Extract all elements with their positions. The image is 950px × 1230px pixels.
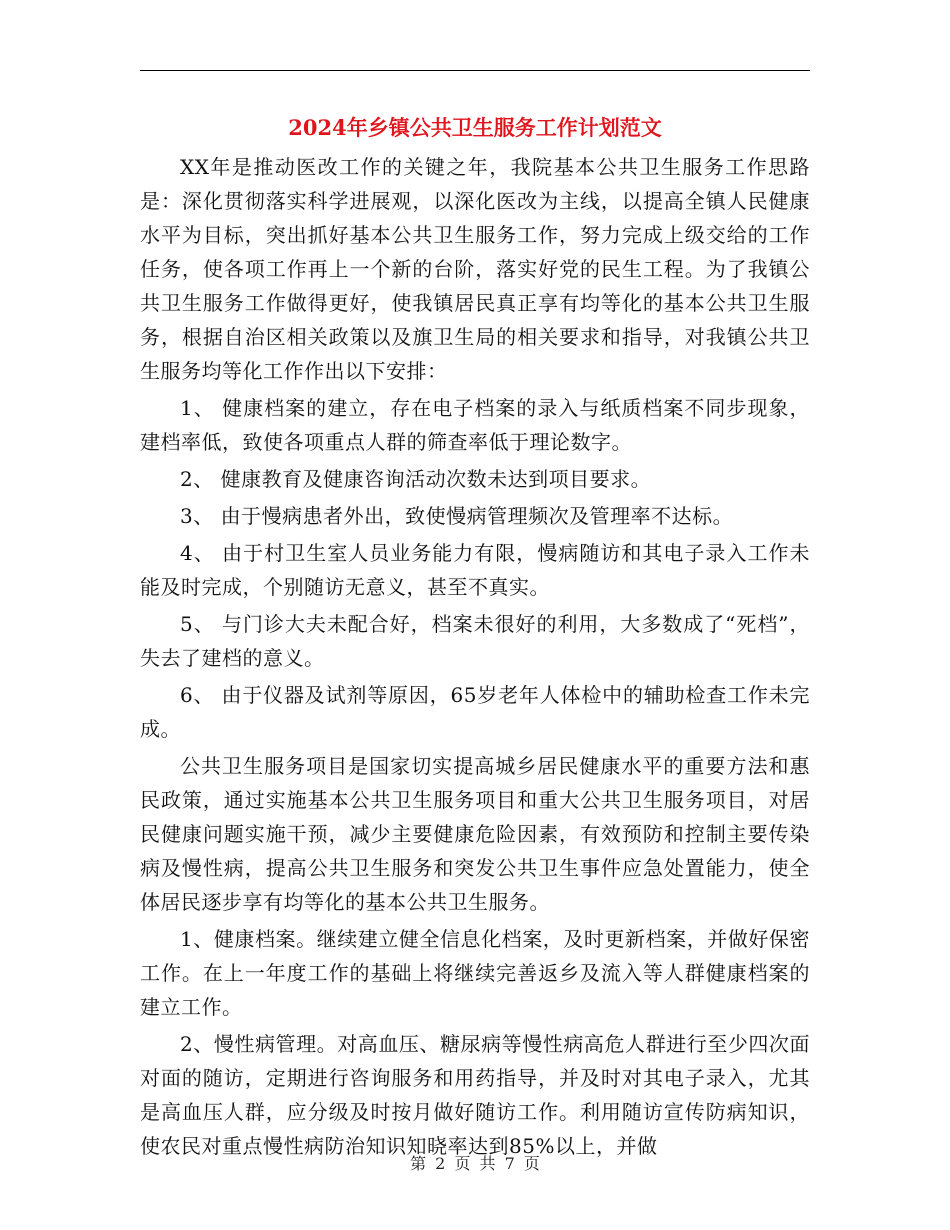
issue-item-5: 5、 与门诊大夫未配合好，档案未很好的利用，大多数成了“死档”，失去了建档的意义。 [140, 612, 810, 670]
issue-item-4: 4、 由于村卫生室人员业务能力有限，慢病随访和其电子录入工作未能及时完成，个别随访无意义，甚至不真实。 [140, 541, 810, 599]
page-number: 第 2 页 共 7 页 [410, 1154, 540, 1173]
policy-paragraph: 公共卫生服务项目是国家切实提高城乡居民健康水平的重要方法和惠民政策，通过实施基本公共卫生服务项目和重大公共卫生服务项目，对居民健康问题实施干预，减少主要健康危险因素，有效预防和控制主要传染病及慢性病，提高公共卫生服务和突发公共卫生事件应急处置能力，使全体居民逐步享有均等化的基本公共卫生服务。 [140, 754, 810, 914]
plan-item-health-records: 1、健康档案。继续建立健全信息化档案，及时更新档案，并做好保密工作。在上一年度工作的基础上将继续完善返乡及流入等人群健康档案的建立工作。 [140, 927, 810, 1019]
document-title: 2024年乡镇公共卫生服务工作计划范文 [288, 115, 662, 140]
plan-item-chronic-disease: 2、慢性病管理。对高血压、糖尿病等慢性病高危人群进行至少四次面对面的随访，定期进行咨询服务和用药指导，并及时对其电子录入，尤其是高血压人群，应分级及时按月做好随访工作。利用随访宣传防病知识，使农民对重点慢性病防治知识知晓率达到85%以上，并做 [140, 1032, 810, 1158]
issue-item-2: 2、 健康教育及健康咨询活动次数未达到项目要求。 [180, 467, 652, 491]
issue-item-3: 3、 由于慢病患者外出，致使慢病管理频次及管理率不达标。 [180, 504, 734, 528]
header-rule [140, 70, 810, 71]
intro-paragraph: XX年是推动医改工作的关键之年，我院基本公共卫生服务工作思路是：深化贯彻落实科学进展观，以深化医改为主线，以提高全镇人民健康水平为目标，突出抓好基本公共卫生服务工作，努力完成上级交给的工作任务，使各项工作再上一个新的台阶，落实好党的民生工程。为了我镇公共卫生服务工作做得更好，使我镇居民真正享有均等化的基本公共卫生服务，根据自治区相关政策以及旗卫生局的相关要求和指导，对我镇公共卫生服务均等化工作作出以下安排： [140, 155, 810, 383]
issue-item-1: 1、 健康档案的建立，存在电子档案的录入与纸质档案不同步现象，建档率低，致使各项重点人群的筛查率低于理论数字。 [140, 396, 810, 454]
document-body [140, 150, 810, 1166]
issue-item-6: 6、 由于仪器及试剂等原因，65岁老年人体检中的辅助检查工作未完成。 [140, 683, 810, 741]
